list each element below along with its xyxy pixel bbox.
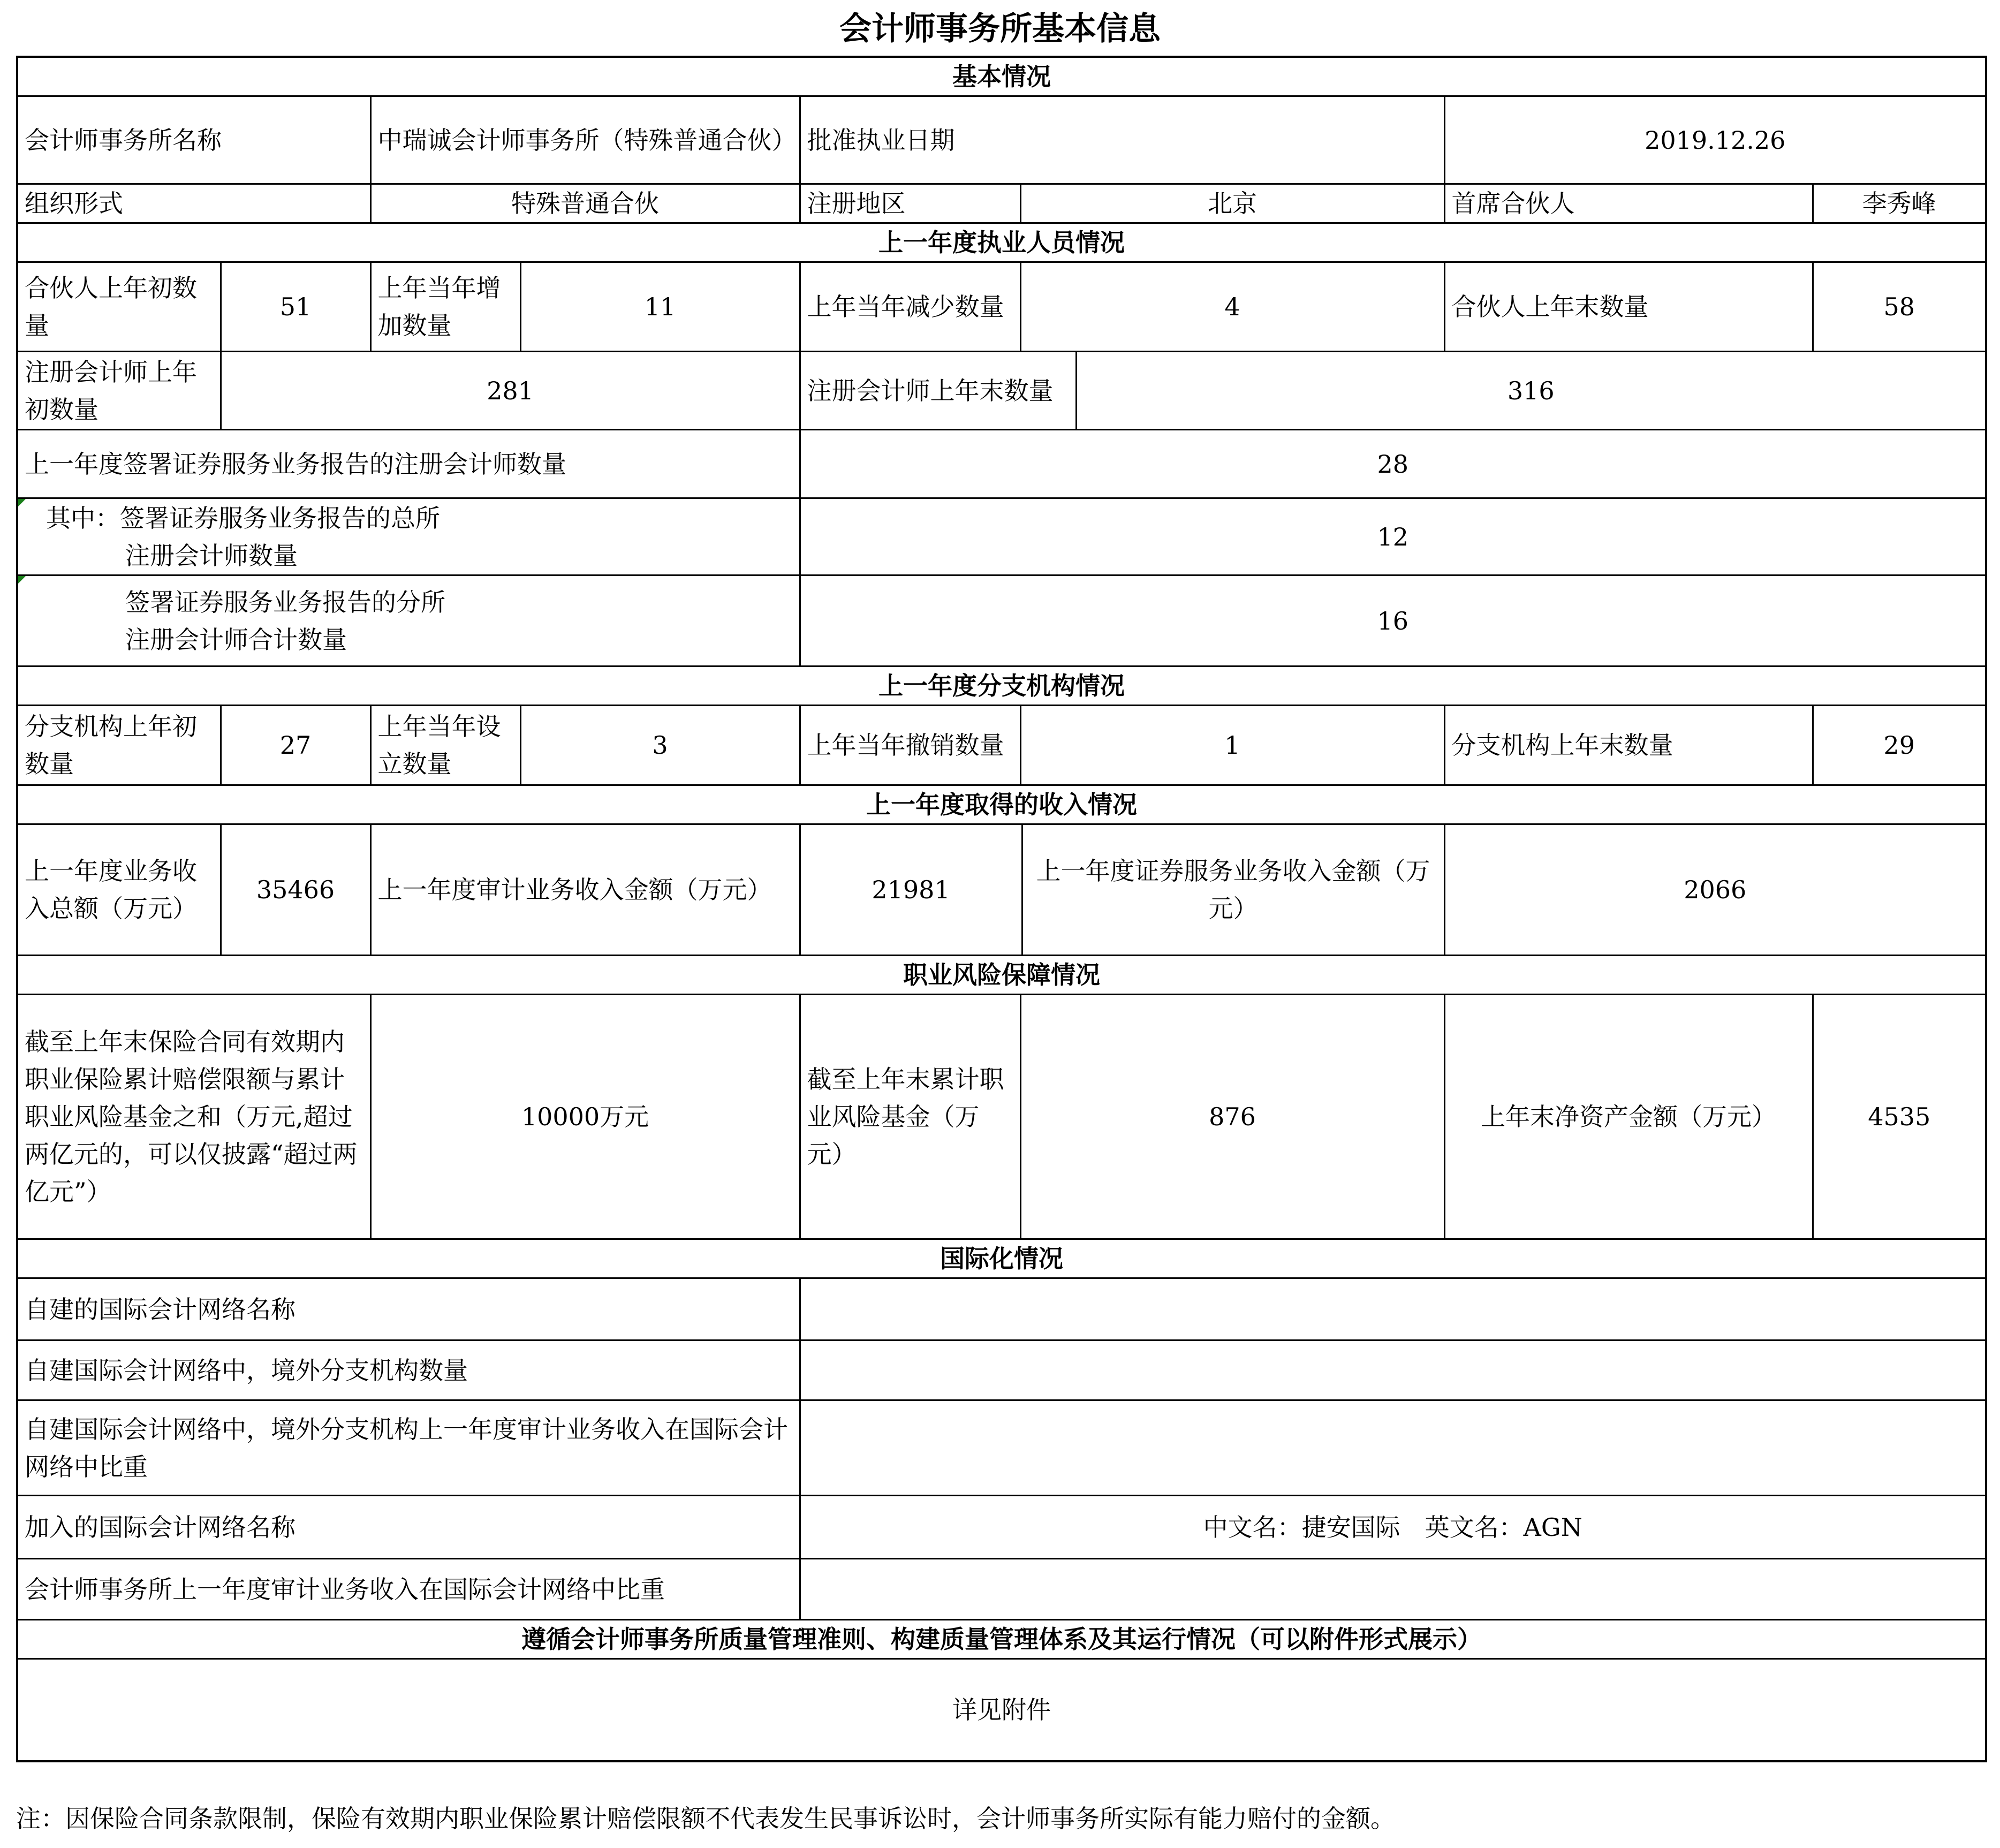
income-securities-value: 2066	[1444, 824, 1986, 956]
org-form-label: 组织形式	[17, 184, 370, 223]
partners-end-value: 58	[1883, 292, 1915, 321]
section-quality: 遵循会计师事务所质量管理准则、构建质量管理体系及其运行情况（可以附件形式展示）	[17, 1620, 1986, 1659]
branch-revoked-label: 上年当年撤销数量	[801, 706, 1021, 784]
section-risk: 职业风险保障情况	[17, 956, 1986, 995]
branch-established-label: 上年当年设立数量	[372, 706, 521, 784]
section-branches: 上一年度分支机构情况	[17, 667, 1986, 706]
info-table	[16, 56, 1987, 1762]
section-intl: 国际化情况	[17, 1239, 1986, 1278]
partners-reduced-value: 4	[1224, 292, 1240, 321]
branch-signing-label: 签署证券服务业务报告的分所 注册会计师合计数量	[17, 575, 800, 667]
income-audit-value: 21981	[801, 825, 1023, 955]
region-value: 北京	[1208, 189, 1257, 218]
branch-revoked-value: 1	[1224, 731, 1240, 760]
quality-value: 详见附件	[17, 1659, 1986, 1762]
cell-marker-icon	[18, 576, 26, 584]
income-audit-label: 上一年度审计业务收入金额（万元）	[370, 824, 800, 956]
cpa-end-label: 注册会计师上年末数量	[800, 352, 1076, 430]
section-income: 上一年度取得的收入情况	[17, 785, 1986, 824]
hq-signing-label: 其中：签署证券服务业务报告的总所 注册会计师数量	[17, 498, 800, 575]
overseas-branches-value	[800, 1340, 1986, 1400]
firm-ratio-value	[800, 1559, 1986, 1620]
approval-date-value: 2019.12.26	[1444, 96, 1986, 184]
chief-partner-value: 李秀峰	[1862, 189, 1936, 218]
section-basic: 基本情况	[17, 57, 1986, 96]
overseas-branches-label: 自建国际会计网络中，境外分支机构数量	[17, 1340, 800, 1400]
firm-ratio-label: 会计师事务所上一年度审计业务收入在国际会计网络中比重	[17, 1559, 800, 1620]
joined-network-label: 加入的国际会计网络名称	[17, 1496, 800, 1559]
net-assets-value: 4535	[1868, 1102, 1931, 1131]
branch-begin-value: 27	[221, 706, 370, 785]
insurance-label: 截至上年末保险合同有效期内职业保险累计赔偿限额与累计职业风险基金之和（万元,超过两亿元的，可以仅披露“超过两亿元”）	[17, 995, 370, 1239]
own-network-value	[800, 1278, 1986, 1340]
partners-added-label: 上年当年增加数量	[372, 263, 521, 351]
joined-network-value: 中文名：捷安国际 英文名：AGN	[800, 1496, 1986, 1559]
partners-added-value: 11	[644, 292, 676, 321]
hq-signing-value: 12	[800, 498, 1986, 575]
income-total-value: 35466	[221, 824, 370, 956]
fund-label: 截至上年末累计职业风险基金（万元）	[801, 995, 1021, 1238]
partners-reduced-label: 上年当年减少数量	[801, 263, 1021, 351]
partners-end-label: 合伙人上年末数量	[1445, 263, 1814, 351]
region-label: 注册地区	[801, 185, 1021, 222]
footnote: 注：因保险合同条款限制，保险有效期内职业保险累计赔偿限额不代表发生民事诉讼时，会计师事务所实际有能力赔付的金额。	[16, 1804, 1395, 1833]
branch-end-value: 29	[1883, 731, 1915, 760]
cpa-begin-value: 281	[221, 352, 800, 430]
own-network-label: 自建的国际会计网络名称	[17, 1278, 800, 1340]
net-assets-label: 上年末净资产金额（万元）	[1445, 995, 1814, 1238]
signing-cpa-value: 28	[800, 430, 1986, 498]
branch-end-label: 分支机构上年末数量	[1445, 706, 1814, 784]
page-title: 会计师事务所基本信息	[839, 10, 1161, 48]
chief-partner-label: 首席合伙人	[1445, 185, 1814, 222]
signing-cpa-label: 上一年度签署证券服务业务报告的注册会计师数量	[17, 430, 800, 498]
income-securities-label: 上一年度证券服务业务收入金额（万元）	[1036, 857, 1430, 923]
cell-marker-icon	[18, 499, 26, 506]
firm-name-label: 会计师事务所名称	[17, 96, 370, 184]
approval-date-label: 批准执业日期	[800, 96, 1444, 184]
partners-begin-label: 合伙人上年初数量	[17, 262, 221, 352]
branch-established-value: 3	[652, 731, 668, 760]
fund-value: 876	[1209, 1102, 1256, 1131]
section-staff: 上一年度执业人员情况	[17, 223, 1986, 262]
insurance-value: 10000万元	[370, 995, 800, 1239]
firm-name-value: 中瑞诚会计师事务所（特殊普通合伙）	[370, 96, 800, 184]
overseas-ratio-value	[800, 1400, 1986, 1496]
cpa-end-value: 316	[1076, 352, 1986, 430]
income-total-label: 上一年度业务收入总额（万元）	[17, 824, 221, 956]
partners-begin-value: 51	[279, 292, 312, 321]
cpa-begin-label: 注册会计师上年初数量	[17, 352, 221, 430]
branch-signing-value: 16	[800, 575, 1986, 667]
org-form-value: 特殊普通合伙	[370, 184, 800, 223]
branch-begin-label: 分支机构上年初数量	[17, 706, 221, 785]
overseas-ratio-label: 自建国际会计网络中，境外分支机构上一年度审计业务收入在国际会计网络中比重	[17, 1400, 800, 1496]
